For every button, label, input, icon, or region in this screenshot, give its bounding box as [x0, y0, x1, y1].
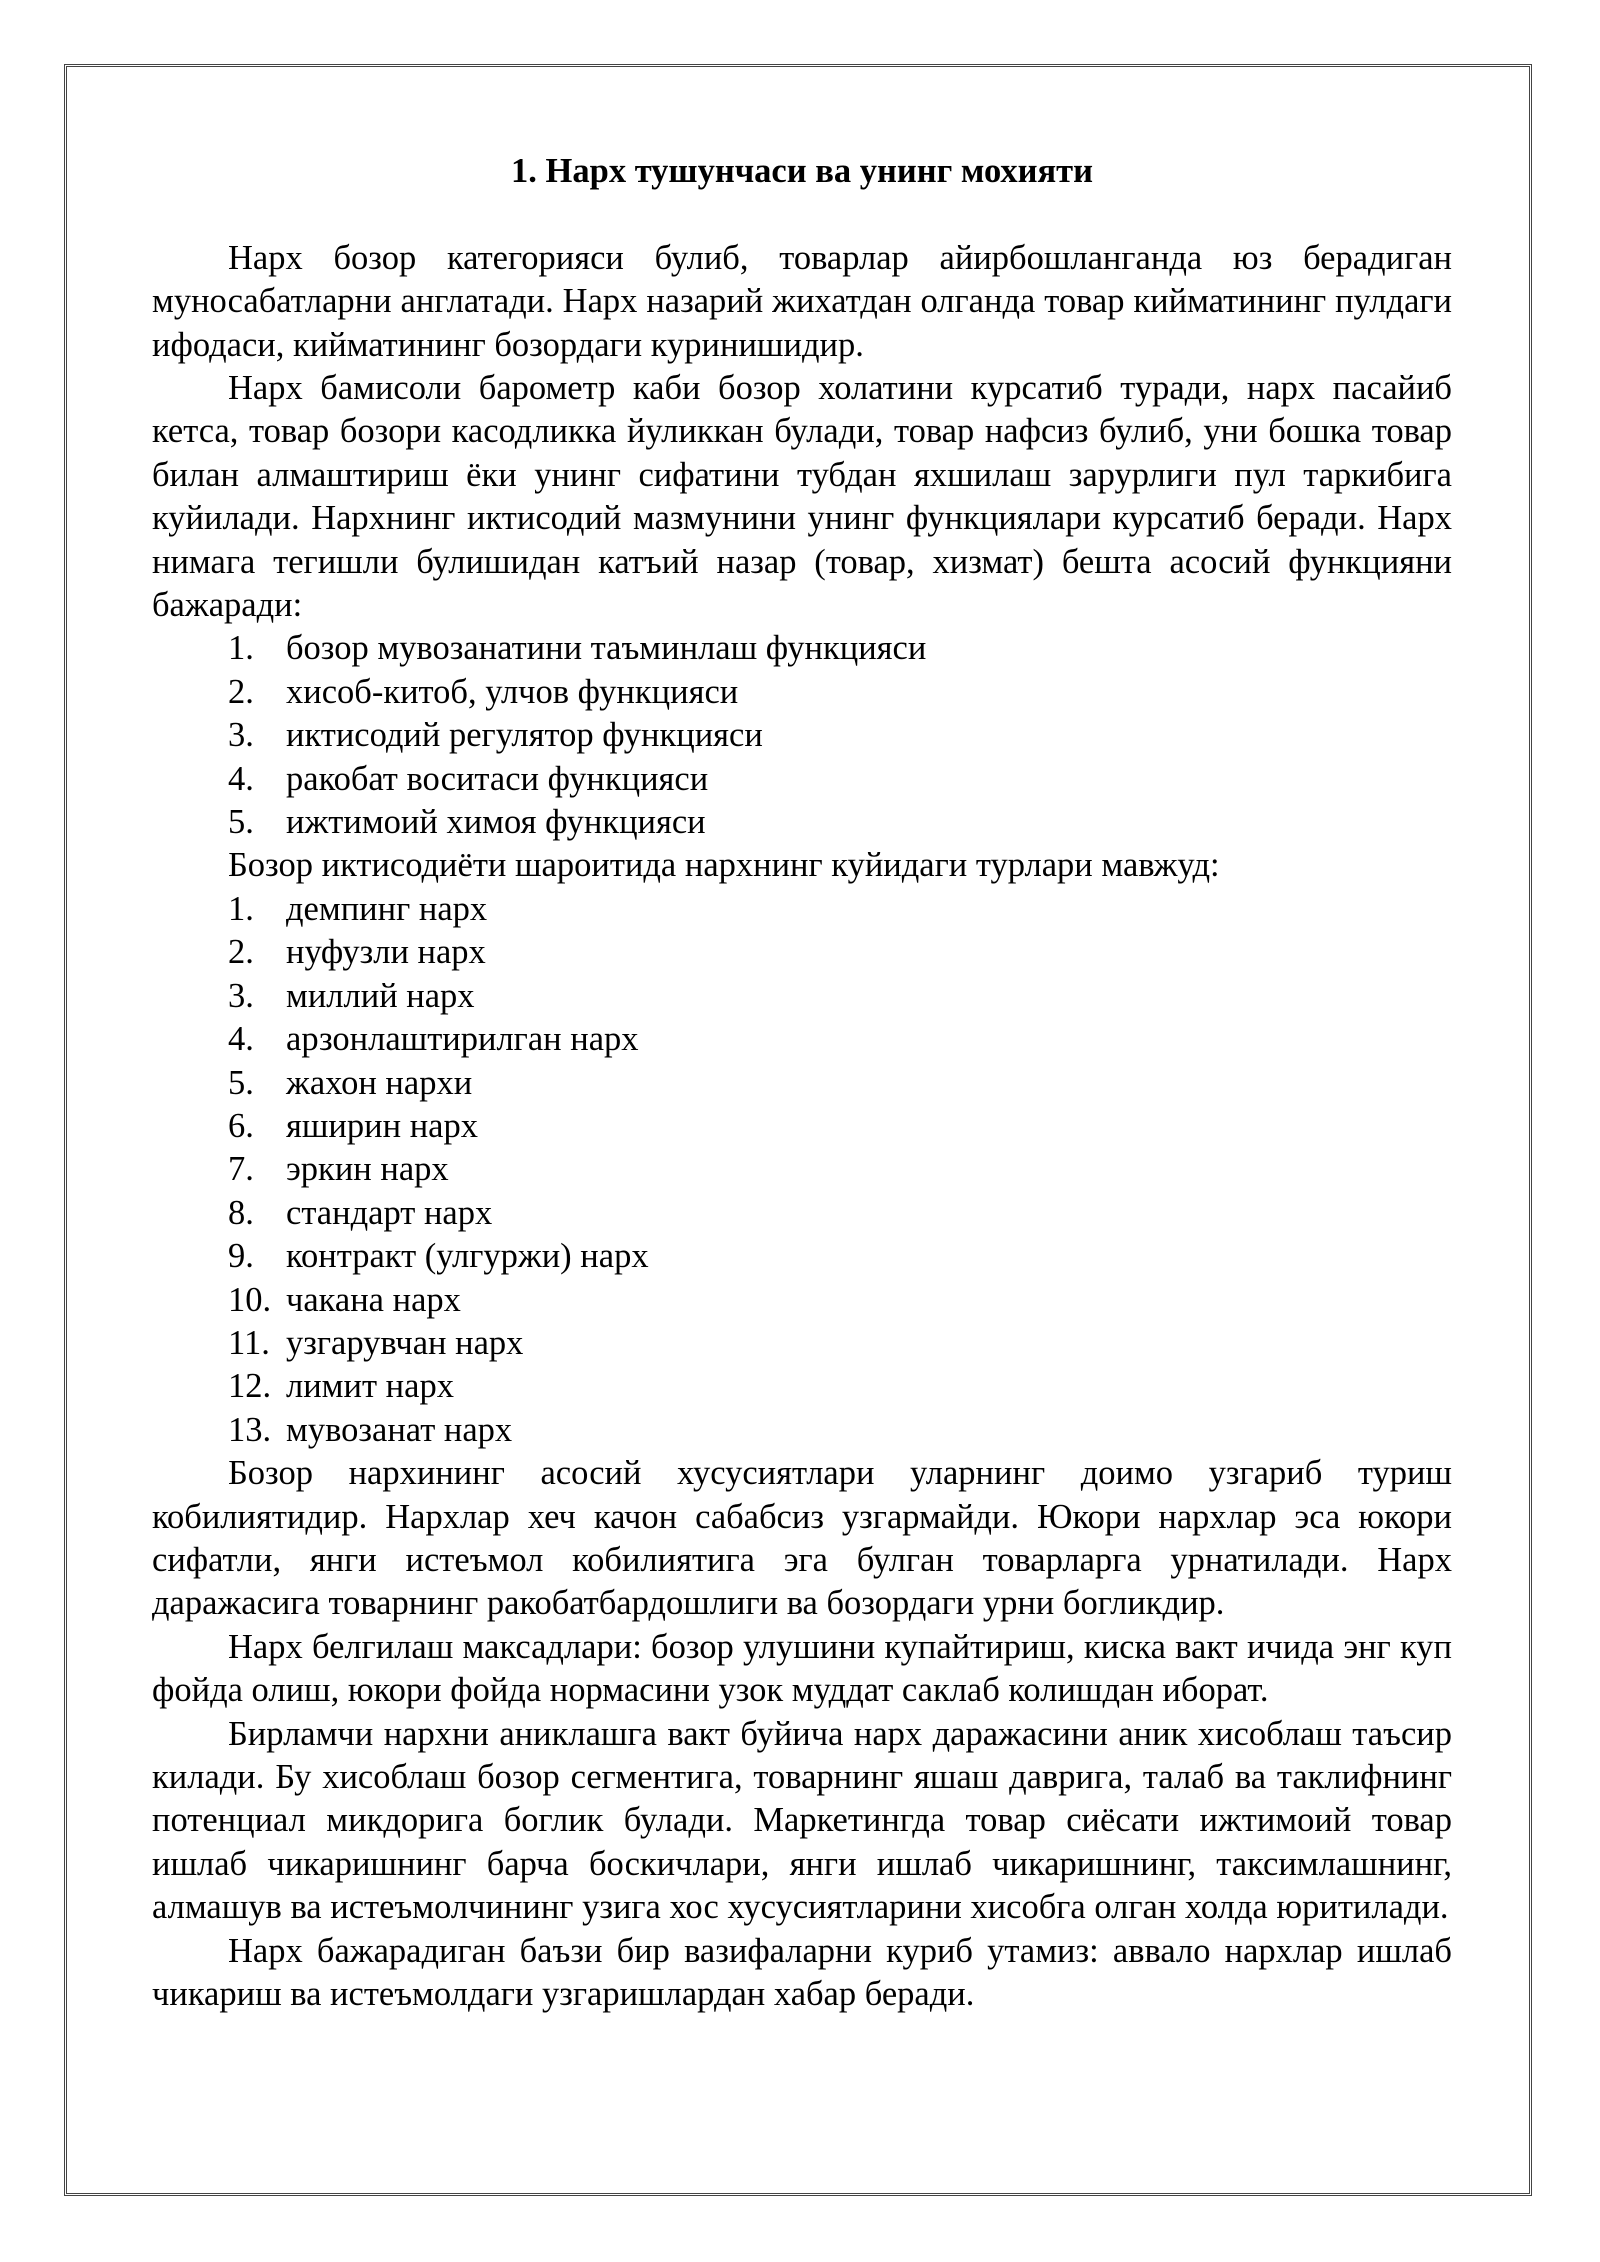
list-item: [152, 1235, 1452, 1278]
list-item: [152, 1322, 1452, 1365]
list-number: 6.: [228, 1106, 254, 1145]
list-text: арзонлаштирилган нарх: [286, 1020, 639, 1059]
list-item: [152, 801, 1452, 844]
list-number: 3.: [228, 716, 254, 755]
list-number: 2.: [228, 672, 254, 711]
list-item: [152, 1062, 1452, 1105]
list-number: 4.: [228, 1020, 254, 1059]
paragraph-definition: Нарх бозор категорияси булиб, товарлар айирбошланганда юз берадиган муносабатларни англатади. Нарх назарий жихатдан олганда товар кийматининг пулдаги ифодаси, кийматининг бозордаги куринишидир.: [152, 238, 1452, 364]
list-number: 3.: [228, 976, 254, 1015]
list-text: узгарувчан нарх: [286, 1323, 524, 1362]
functions-list: [152, 627, 1452, 844]
list-item: [152, 758, 1452, 801]
paragraph-barometer: Нарх бамисоли барометр каби бозор холатини курсатиб туради, нарх пасайиб кетса, товар бозори касодликка йуликкан булади, товар нафсиз булиб, уни бошка товар билан алмаштириш ёки унинг сифатини тубдан яхшилаш зарурлиги пул таркибига куйилади. Нархнинг иктисодий мазмунини унинг функциялари курсатиб беради. Нарх нимага тегишли булишидан катъий назар (товар, хизмат) бешта асосий функцияни бажаради:: [152, 369, 1452, 625]
list-number: 1.: [228, 889, 254, 928]
list-item: [152, 627, 1452, 670]
list-item: [152, 931, 1452, 974]
list-text: мувозанат нарх: [286, 1410, 513, 1449]
list-number: 7.: [228, 1150, 254, 1189]
paragraph-goals: Нарх белгилаш максадлари: бозор улушини купайтириш, киска вакт ичида энг куп фойда олиш, юкори фойда нормасини узок муддат саклаб колишдан иборат.: [152, 1627, 1452, 1710]
list-text: яширин нарх: [286, 1106, 478, 1145]
list-text: чакана нарх: [286, 1280, 461, 1319]
price-types-intro: Бозор иктисодиёти шароитида нархнинг куйидаги турлари мавжуд:: [228, 846, 1220, 885]
list-number: 4.: [228, 759, 254, 798]
list-number: 1.: [228, 629, 254, 668]
price-types-list: [152, 888, 1452, 1452]
list-number: 10.: [228, 1280, 272, 1319]
list-number: 2.: [228, 933, 254, 972]
list-text: демпинг нарх: [286, 889, 488, 928]
list-number: 9.: [228, 1237, 254, 1276]
list-number: 5.: [228, 1063, 254, 1102]
list-item: [152, 714, 1452, 757]
list-text: нуфузли нарх: [286, 933, 486, 972]
list-number: 12.: [228, 1367, 272, 1406]
list-item: [152, 975, 1452, 1018]
document-body: [152, 150, 1452, 2016]
list-text: лимит нарх: [286, 1367, 454, 1406]
list-number: 13.: [228, 1410, 272, 1449]
list-number: 8.: [228, 1193, 254, 1232]
list-text: стандарт нарх: [286, 1193, 493, 1232]
list-text: ракобат воситаси функцияси: [286, 759, 709, 798]
list-text: эркин нарх: [286, 1150, 449, 1189]
list-text: иктисодий регулятор функцияси: [286, 716, 763, 755]
list-item: [152, 1365, 1452, 1408]
list-item: [152, 1105, 1452, 1148]
list-item: [152, 1018, 1452, 1061]
section-heading: 1. Нарх тушунчаси ва унинг мохияти: [511, 152, 1093, 190]
list-item: [152, 888, 1452, 931]
list-text: контракт (улгуржи) нарх: [286, 1237, 649, 1276]
paragraph-properties: Бозор нархининг асосий хусусиятлари уларнинг доимо узгариб туриш кобилиятидир. Нархлар хеч качон сабабсиз узгармайди. Юкори нархлар эса юкори сифатли, янги истеъмол кобилиятига эга булган товарларга урнатилади. Нарх даражасига товарнинг ракобатбардошлиги ва бозордаги урни богликдир.: [152, 1454, 1452, 1623]
list-text: ижтимоий химоя функцияси: [286, 803, 706, 842]
list-number: 11.: [228, 1323, 270, 1362]
paragraph-tasks: Нарх бажарадиган баъзи бир вазифаларни куриб утамиз: аввало нархлар ишлаб чикариш ва истеъмолдаги узгаришлардан хабар беради.: [152, 1931, 1452, 2014]
list-number: 5.: [228, 803, 254, 842]
list-text: бозор мувозанатини таъминлаш функцияси: [286, 629, 927, 668]
list-item: [152, 1279, 1452, 1322]
paragraph-primary-price: Бирламчи нархни аниклашга вакт буйича нарх даражасини аник хисоблаш таъсир килади. Бу хисоблаш бозор сегментига, товарнинг яшаш даврига, талаб ва таклифнинг потенциал микдорига боглик булади. Маркетингда товар сиёсати ижтимоий товар ишлаб чикаришнинг барча боскичлари, янги ишлаб чикаришнинг, таксимлашнинг, алмашув ва истеъмолчининг узига хос хусусиятларини хисобга олган холда юритилади.: [152, 1714, 1452, 1927]
list-item: [152, 1192, 1452, 1235]
list-item: [152, 671, 1452, 714]
list-text: миллий нарх: [286, 976, 475, 1015]
list-item: [152, 1148, 1452, 1191]
list-text: хисоб-китоб, улчов функцияси: [286, 672, 739, 711]
list-item: [152, 1409, 1452, 1452]
list-text: жахон нархи: [286, 1063, 473, 1102]
